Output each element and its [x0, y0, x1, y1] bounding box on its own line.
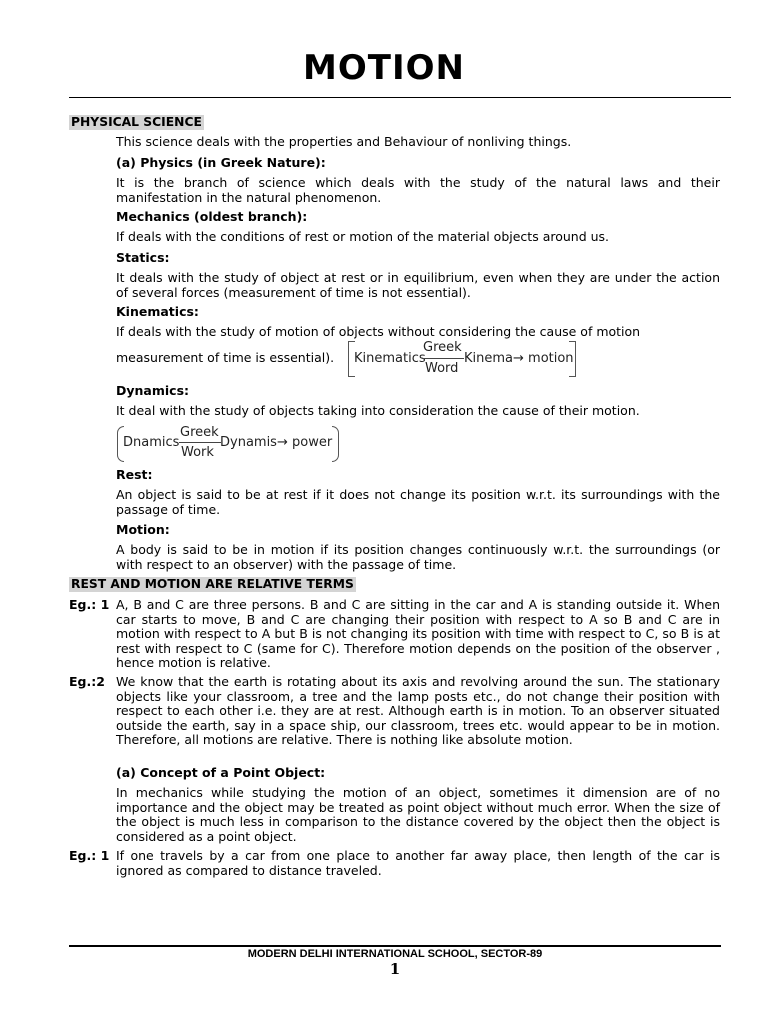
kinematics-text-line-2: measurement of time is essential).	[116, 350, 335, 365]
footer-school-name: MODERN DELHI INTERNATIONAL SCHOOL, SECTOR-89	[247, 948, 543, 960]
rest-text: An object is said to be at rest if it does not change its position w.r.t. its surroundings with the passage of time.	[116, 487, 720, 517]
example-1-label: Eg.: 1	[69, 597, 110, 612]
dynamics-eq-meaning: Dynamis→ power	[220, 435, 333, 450]
point-object-text: In mechanics while studying the motion of an object, sometimes it dimension are of no importance and the object may be treated as point object without much error. When the size of the object is much less in comparison to the distance covered by the object then the object is considered as a point object.	[116, 785, 720, 844]
kinematics-equation	[348, 341, 576, 377]
example-2-text: We know that the earth is rotating about its axis and revolving around the sun. The stationary objects like your classroom, a tree and the lamp posts etc., do not change their position with respect to each other i.e. they are at rest. Although earth is in motion. To an observer situated outside the earth, say in a space ship, our classroom, trees etc. would appear to be in motion. Therefore, all motions are relative. There is nothing like absolute motion.	[116, 674, 720, 747]
dynamics-equation	[117, 426, 339, 462]
dynamics-eq-fraction-line	[179, 442, 221, 443]
physics-heading: (a) Physics (in Greek Nature):	[116, 155, 326, 170]
kinematics-eq-under: Word	[425, 361, 459, 376]
example-1-text: A, B and C are three persons. B and C are sitting in the car and A is standing outside it. When car starts to move, B and C are changing their position with respect to A so B and C are in motion with respect to A but B is not changing its position with time with respect to C, so B is at rest with respect to C (same for C). Therefore motion depends on the position of the observer , hence motion is relative.	[116, 597, 720, 670]
point-object-heading: (a) Concept of a Point Object:	[116, 765, 326, 780]
dynamics-text: It deal with the study of objects taking into consideration the cause of their motion.	[116, 403, 640, 418]
statics-text: It deals with the study of object at rest or in equilibrium, even when they are under the action of several forces (measurement of time is not essential).	[116, 270, 720, 300]
kinematics-heading: Kinematics:	[116, 304, 199, 319]
example-3-label: Eg.: 1	[69, 848, 110, 863]
mechanics-heading: Mechanics (oldest branch):	[116, 209, 308, 224]
statics-heading: Statics:	[116, 250, 170, 265]
kinematics-eq-fraction-line	[422, 358, 464, 359]
section-heading-physical-science: PHYSICAL SCIENCE	[71, 115, 202, 129]
kinematics-eq-term: Kinematics	[354, 351, 426, 366]
dynamics-heading: Dynamics:	[116, 383, 190, 398]
rest-heading: Rest:	[116, 467, 153, 482]
dynamics-eq-right-paren	[332, 426, 339, 462]
footer-rule	[69, 945, 721, 947]
footer-page-number: 1	[389, 960, 401, 978]
physics-text: It is the branch of science which deals with the study of the natural laws and their manifestation in the natural phenomenon.	[116, 175, 720, 205]
example-2-label: Eg.:2	[69, 674, 105, 689]
title-rule	[69, 97, 731, 98]
example-3-text: If one travels by a car from one place to another far away place, then length of the car is ignored as compared to distance traveled.	[116, 848, 720, 878]
motion-heading: Motion:	[116, 522, 170, 537]
kinematics-eq-right-bracket	[569, 341, 576, 377]
motion-text: A body is said to be in motion if its position changes continuously w.r.t. the surroundings (or with respect to an observer) with the passage of time.	[116, 542, 720, 572]
dynamics-eq-term: Dnamics	[123, 435, 180, 450]
section-heading-relative-terms: REST AND MOTION ARE RELATIVE TERMS	[71, 577, 354, 591]
kinematics-eq-over: Greek	[423, 340, 462, 355]
page-title: MOTION	[303, 48, 465, 88]
dynamics-eq-over: Greek	[180, 425, 219, 440]
mechanics-text: If deals with the conditions of rest or motion of the material objects around us.	[116, 229, 610, 244]
intro-text: This science deals with the properties and Behaviour of nonliving things.	[116, 134, 572, 149]
dynamics-eq-under: Work	[181, 445, 214, 460]
kinematics-eq-meaning: Kinema→ motion	[464, 351, 574, 366]
kinematics-text-line-1: If deals with the study of motion of objects without considering the cause of motion	[116, 324, 641, 339]
